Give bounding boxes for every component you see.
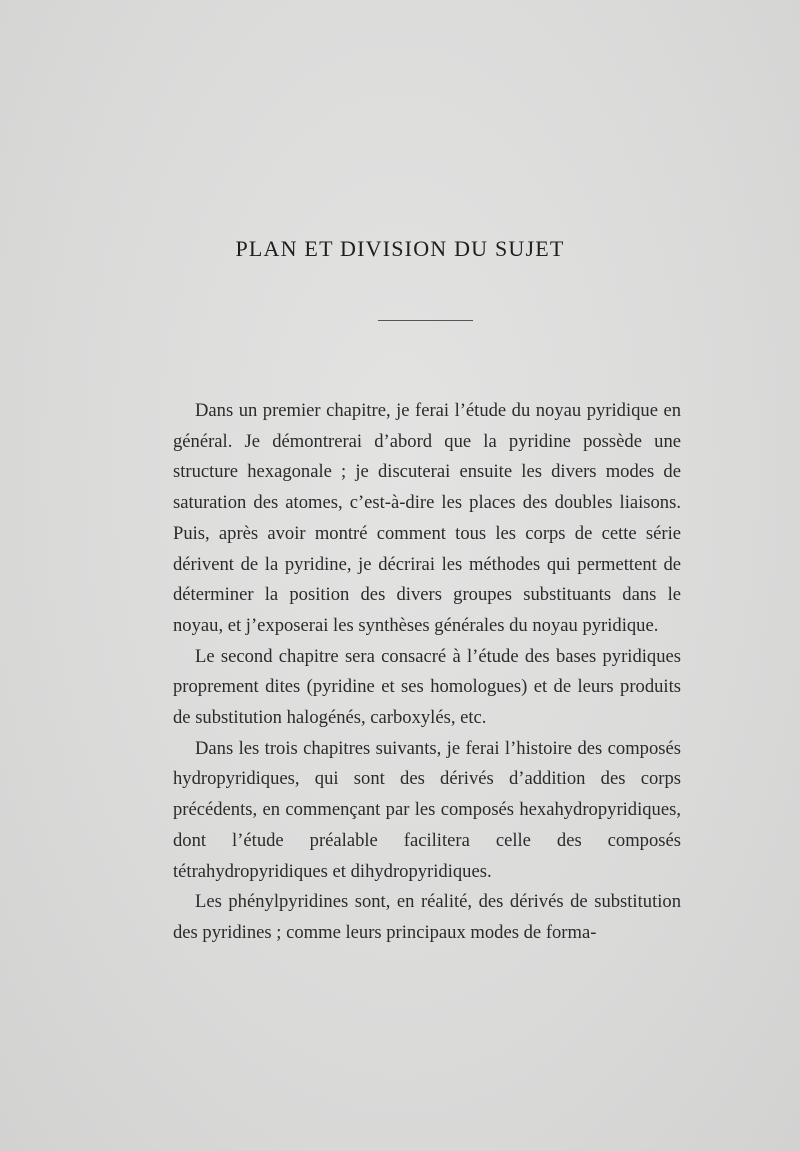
paragraph: Les phénylpyridines sont, en réalité, des dérivés de substitution des pyridines ; comme leurs principaux modes de forma-: [173, 891, 681, 943]
page-title: PLAN ET DIVISION DU SUJET: [235, 236, 565, 261]
title-divider: [378, 320, 473, 321]
paragraph: Dans un premier chapitre, je ferai l’étude du noyau pyridique en général. Je démontrerai d’abord que la pyridine possède une structure hexagonale ; je discuterai ensuite les divers modes de saturation des atomes, c’est-à-dire les places des doubles liaisons. Puis, après avoir montré comment tous les corps de cette série dérivent de la pyridine, je décrirai les méthodes qui permettent de déterminer la position des divers groupes substituants dans le noyau, et j’exposerai les synthèses générales du noyau pyridique.: [173, 400, 681, 636]
paragraph: Dans les trois chapitres suivants, je ferai l’histoire des composés hydropyridiques, qui sont des dérivés d’addition des corps précédents, en commençant par les composés hexahydropyridiques, dont l’étude préalable facilitera celle des composés tétrahydropyridiques et dihydropyridiques.: [173, 737, 681, 882]
body-text: [173, 396, 681, 949]
paragraph: Le second chapitre sera consacré à l’étude des bases pyridiques proprement dites (pyridine et ses homologues) et de leurs produits de substitution halogénés, carboxylés, etc.: [173, 645, 681, 729]
